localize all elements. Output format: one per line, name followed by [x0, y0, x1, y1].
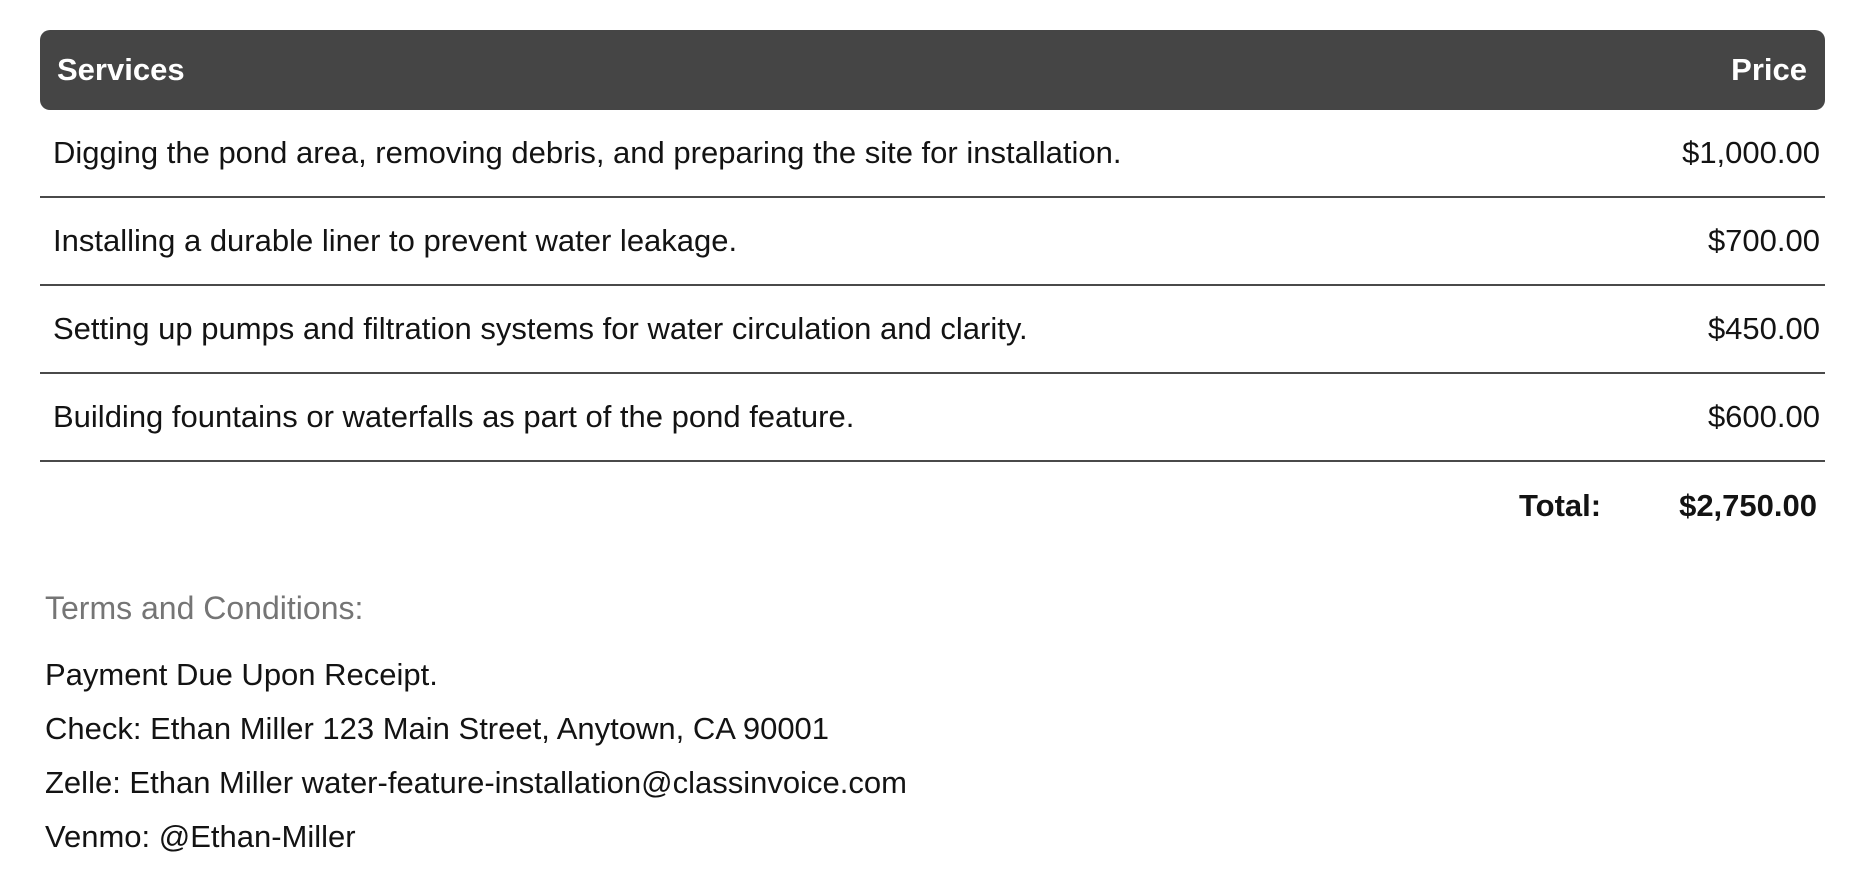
terms-line-payment: Payment Due Upon Receipt.	[45, 657, 438, 692]
total-label: Total:	[1519, 488, 1602, 523]
service-row	[40, 198, 1825, 286]
service-description: Building fountains or waterfalls as part of the pond feature.	[53, 399, 855, 434]
services-table	[40, 30, 1825, 550]
service-description: Installing a durable liner to prevent water leakage.	[53, 223, 738, 258]
service-price: $450.00	[1707, 311, 1820, 346]
terms-line-venmo: Venmo: @Ethan-Miller	[45, 819, 356, 854]
total-value: $2,750.00	[1679, 488, 1817, 523]
header-services-label: Services	[57, 52, 185, 87]
service-row	[40, 286, 1825, 374]
table-header-row	[40, 30, 1825, 110]
terms-section	[40, 588, 1825, 864]
service-price: $600.00	[1707, 399, 1820, 434]
header-price-label: Price	[1731, 52, 1807, 87]
service-description: Setting up pumps and filtration systems for water circulation and clarity.	[53, 311, 1028, 346]
service-price: $700.00	[1707, 223, 1820, 258]
service-price: $1,000.00	[1682, 135, 1820, 170]
total-row	[40, 462, 1825, 550]
terms-heading: Terms and Conditions:	[45, 590, 364, 626]
service-row	[40, 374, 1825, 462]
service-row	[40, 110, 1825, 198]
service-description: Digging the pond area, removing debris, and preparing the site for installation.	[53, 135, 1122, 170]
terms-line-check: Check: Ethan Miller 123 Main Street, Anytown, CA 90001	[45, 711, 830, 746]
terms-line-zelle: Zelle: Ethan Miller water-feature-installation@classinvoice.com	[45, 765, 907, 800]
